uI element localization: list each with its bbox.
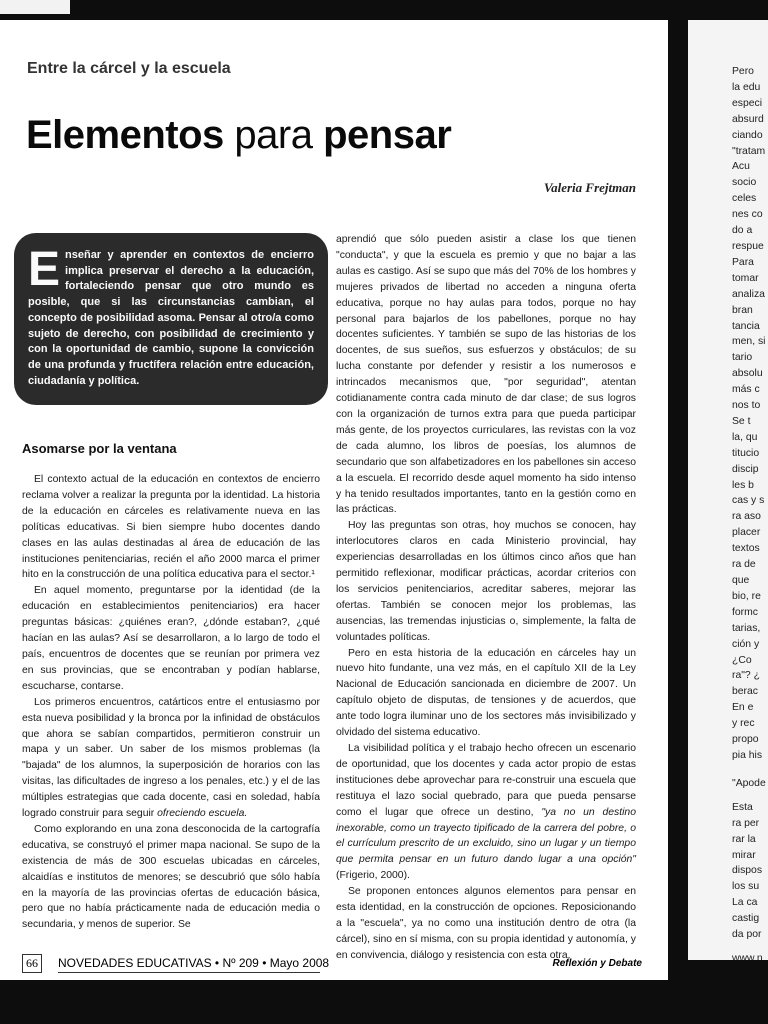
- next-page-line: celes: [732, 193, 757, 205]
- next-page-line: ¿Co: [732, 654, 752, 666]
- next-page-heading: "Apode: [732, 777, 766, 789]
- paragraph: Se proponen entonces algunos elementos para pensar en esta identidad, en la construcción de opciones. Reposicionando a la "escuela", ya no como una institución dentro de otra (la cárcel), sino en sí misma, con su propia identidad y autonomía, y en convivencia, diálogo y resistencia con esta otra.: [336, 886, 636, 961]
- page-footer: [22, 954, 642, 974]
- next-page-line: castig: [732, 913, 760, 925]
- next-page-line: Para: [732, 256, 754, 268]
- next-page-line: que: [732, 575, 750, 586]
- next-page-line: analiza: [732, 288, 765, 300]
- next-page-line: los su: [732, 881, 760, 893]
- next-page-line: pia his: [732, 749, 763, 761]
- next-page-line: "tratam: [732, 145, 766, 157]
- paragraph: [336, 741, 636, 884]
- next-page-line: Acu: [732, 161, 750, 173]
- paragraph: Pero en esta historia de la educación en cárceles hay un nuevo hito fundante, una vez más, en el capítulo XII de la Ley Nacional de Educación sancionada en diciembre de 2007. Un capítulo objeto de disputas, de tensiones y de acuerdos, que ante todo logra iluminar uno de los sectores más invisibilizado y olvidado del sistema educativo.: [336, 647, 636, 739]
- next-page-line: textos: [732, 543, 760, 555]
- next-page-line: respue: [732, 240, 764, 252]
- next-page-line: absolu: [732, 368, 763, 380]
- paragraph-text: La visibilidad política y el trabajo hecho ofrecen un escenario de oportunidad, que los docentes y cada actor propio de estas instituciones debe aprovechar para re-construir una escuela que restituya el lazo social quebrado, para que pueda pensarse como el lugar que ofrece un destino,: [336, 743, 636, 818]
- next-page-line: bio, re: [732, 590, 761, 602]
- next-page-line: la, qu: [732, 431, 758, 443]
- next-page-line: dispos: [732, 865, 763, 877]
- next-page-line: ra de: [732, 559, 756, 571]
- next-page-line: ciando: [732, 129, 763, 141]
- next-page-line: ra per: [732, 817, 760, 829]
- next-page-line: la edu: [732, 81, 761, 93]
- scan-corner: [0, 0, 70, 14]
- next-page-line: Se t: [732, 415, 751, 427]
- paragraph: El contexto actual de la educación en contextos de encierro reclama volver a realizar la pregunta por la identidad. La historia de la educación en cárceles es relativamente nueva en las políticas educativas. Si bien siempre hubo docentes dando clases en las aulas destinadas al área de educación de las instituciones penitenciarias, recién el año 2000 marca el primer hito en la construcción de una política educativa para el sector.¹: [22, 474, 320, 581]
- next-page-line: tario: [732, 352, 753, 364]
- next-page-line: absurd: [732, 113, 764, 125]
- next-page-line: Pero: [732, 66, 754, 77]
- footer-rule: [58, 972, 320, 973]
- next-page-line: les b: [732, 479, 754, 491]
- next-page-line: da por: [732, 929, 762, 941]
- paragraph: Hoy las preguntas son otras, hoy muchos se conocen, hay interlocutores claros en cada Ministerio provincial, hay experiencias desarrolladas en los últimos cinco años que han permitido reflexionar, modificar prácticas, acordar criterios con los servicios penitenciarios, acreditar saberes, mejorar las ofertas. También se conocen mejor los problemas, las ausencias, las tremendas injusticias o, simplemente, la falta de voluntades políticas.: [336, 520, 636, 643]
- text-column-left: [22, 472, 320, 933]
- next-page-line: En e: [732, 702, 754, 714]
- next-page-line: mirar: [732, 849, 756, 861]
- next-page-line: Esta: [732, 801, 753, 813]
- title-part-1: Elementos: [26, 113, 224, 157]
- next-page-line: propo: [732, 734, 759, 746]
- article-author: Valeria Frejtman: [543, 180, 636, 195]
- next-page-text: [688, 64, 766, 960]
- lede-text: nseñar y aprender en contextos de encierro implica preservar el derecho a la educación, fortaleciendo pensar que otro mundo es posible, que si las circunstancias cambian, el concepto de posibilidad asoma. Pensar al otro/a como sujeto de derecho, con posibilidad de crecimiento y con la oportunidad de cambio, supone la convicción de una profunda y fructífera relación entre educación, ciudadanía y política.: [28, 249, 314, 387]
- section-subheading: Asomarse por la ventana: [22, 441, 177, 456]
- next-page-line: tarias,: [732, 622, 761, 634]
- next-page-line: socio: [732, 177, 757, 189]
- next-page-line: ra"? ¿: [732, 670, 760, 682]
- article-title: [26, 112, 451, 158]
- next-page-line: ra aso: [732, 511, 761, 523]
- next-page-line: titucio: [732, 447, 760, 459]
- next-page-line: nes co: [732, 209, 763, 221]
- italic-text: ofreciendo escuela.: [157, 808, 248, 820]
- next-page-line: y rec: [732, 718, 755, 730]
- next-page-edge: [688, 20, 768, 960]
- next-page-line: placer: [732, 527, 761, 539]
- next-page-line: berac: [732, 686, 758, 698]
- paragraph: [22, 695, 320, 822]
- page-number: 66: [22, 954, 42, 973]
- next-page-line: nos to: [732, 400, 761, 412]
- citation-text: (Frigerio, 2000).: [336, 870, 410, 882]
- title-part-3: pensar: [323, 113, 452, 157]
- next-page-line: rar la: [732, 833, 756, 845]
- section-name: Reflexión y Debate: [552, 958, 642, 969]
- next-page-line: ción y: [732, 638, 760, 650]
- paragraph: En aquel momento, preguntarse por la identidad (de la educación en establecimientos penitenciarios) era hacer preguntas básicas: ¿quiénes eran?, ¿dónde estaban?, ¿qué hacían en las aulas? Así se desarrollaron, a lo largo de todo el país, encuentros de docentes que se reunían por primera vez en sus provincias, que se encontraban y podían hablarse, escucharse, contarse.: [22, 585, 320, 692]
- next-page-url: www.n: [732, 952, 763, 960]
- next-page-line: especi: [732, 97, 763, 109]
- next-page-line: tancia: [732, 320, 760, 332]
- paragraph-text: Los primeros encuentros, catárticos entre el entusiasmo por esta nueva posibilidad y la bronca por la infinidad de obstáculos que ahora se sabían compartidos, permitieron construir un mapa y un saber. Un saber de los mismos problemas (la "bajada" de los alumnos, la superposición de horarios con las visitas, las dificultades de ingreso a los penales, etc.) y el de las múltiples estrategias que cada docente, casi en soledad, había logrado construir para seguir: [22, 696, 320, 820]
- article-page: [0, 20, 668, 980]
- lede-box: [14, 233, 328, 405]
- next-page-line: do a: [732, 225, 753, 237]
- next-page-line: tomar: [732, 272, 759, 284]
- next-page-line: más c: [732, 384, 760, 396]
- title-part-2: para: [234, 113, 313, 157]
- next-page-line: formc: [732, 606, 758, 618]
- quote-text: "ya no un destino inexorable, como un trayecto tipificado de la carrera del pobre, o el currículum prescrito de un excluido, sino un lugar y un tiempo que permita pensar en un futuro dando lugar a una opción": [336, 806, 636, 866]
- next-page-line: bran: [732, 304, 753, 316]
- paragraph: aprendió que sólo pueden asistir a clase los que tienen "conducta", y que la escuela es premio y que no bajar a las aulas es castigo. Así se supo que más del 70% de los hombres y mujeres privados de libertad no acceden a ninguna oferta educativa, porque no hay aulas para todos, porque no hay personal para bajarlos de los pabellones, porque no hay docentes suficientes. Y también se supo de las historias de los docentes, de sus sueños, sus esfuerzos y obstáculos; de su lucha constante por defender y resistir a los numerosos e intrincados mecanismos que, "por seguridad", atentan cotidianamente contra cada minuto de dar clase; de sus logros con la organización de turnos extra para que pueda participar más gente, de los proyectos curriculares, las revistas con la voz de cada alumno, los libros de poesías, los alumnos de secundario que son alfabetizadores en los pabellones sin acceso a la escuela. El recorrido desde aquel momento ha sido intenso y ha tenido resultados importantes, tanto en la gestión como en las prácticas.: [336, 234, 636, 516]
- paragraph: Como explorando en una zona desconocida de la cartografía educativa, se construyó el primer mapa nacional. Se supo de la existencia de más de 300 escuelas ubicadas en cárceles, alcaidías e institutos de menores; se descubrió que sólo había en la mayoría de las provincias ofertas de educación básica, pero que no había prácticamente nada de educación media o secundaria, y menos de superior. Se: [22, 823, 320, 931]
- lede-dropcap: E: [28, 243, 61, 296]
- next-page-line: cas y s: [732, 495, 765, 507]
- next-page-line: discip: [732, 463, 759, 475]
- next-page-line: La ca: [732, 897, 758, 909]
- article-kicker: Entre la cárcel y la escuela: [27, 60, 231, 77]
- text-column-right: [336, 232, 636, 964]
- magazine-name: NOVEDADES EDUCATIVAS • Nº 209 • Mayo 2008: [58, 956, 330, 970]
- next-page-line: men, si: [732, 336, 766, 348]
